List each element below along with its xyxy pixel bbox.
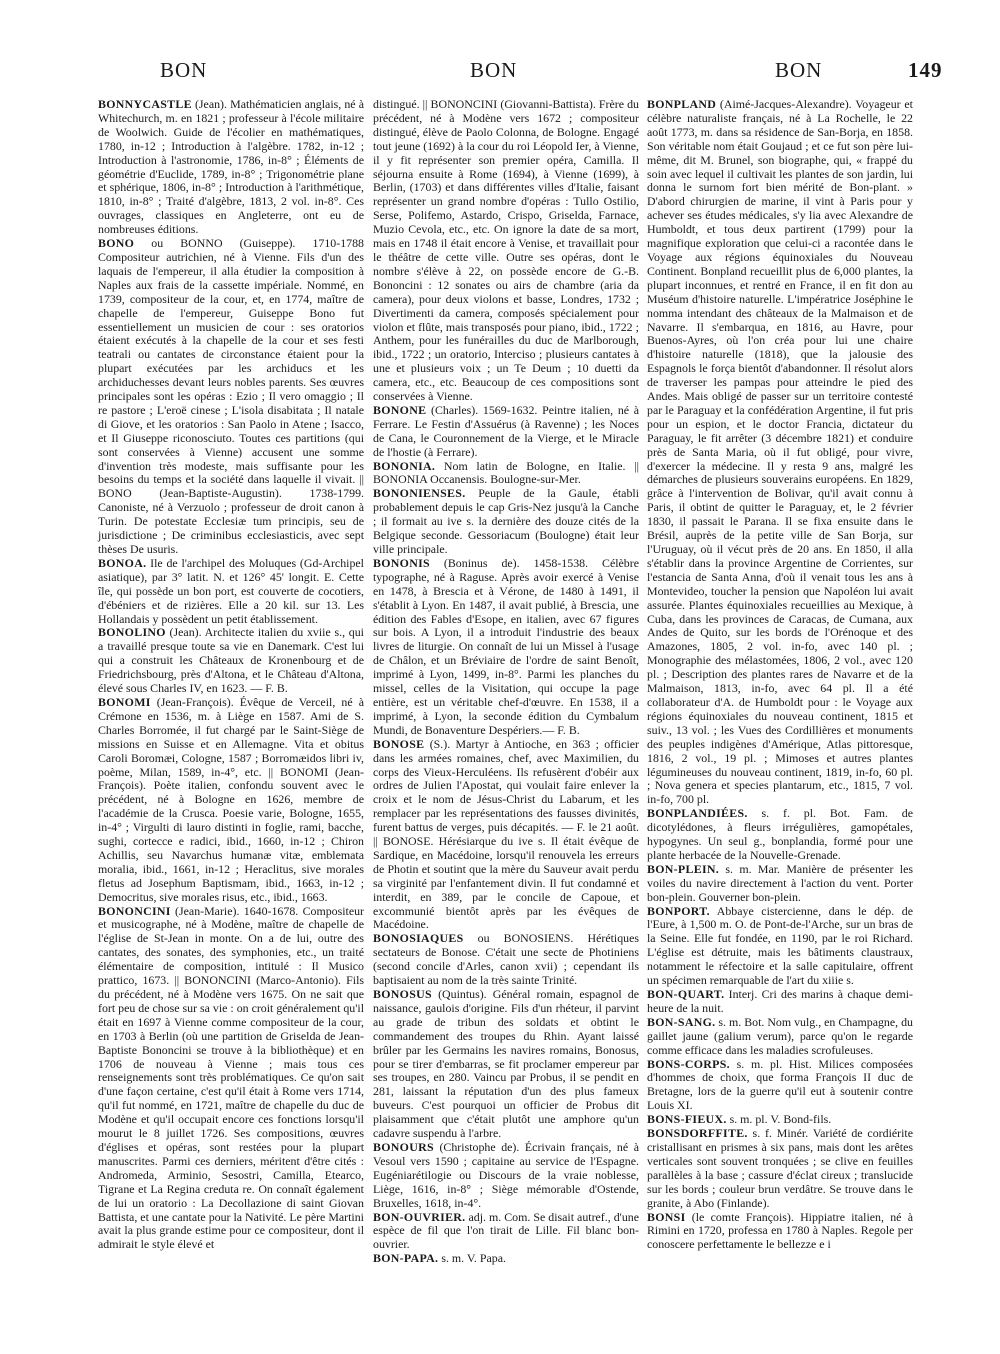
entry-text: (le comte François). Hippiatre italien, né à Rimini en 1720, professa en 1780 à Naples. Regole per conoscere perfettamente le bellezze e i bbox=[647, 1209, 913, 1252]
entry-paragraph bbox=[373, 1252, 639, 1266]
entry-paragraph bbox=[98, 237, 364, 557]
entry-headword: BONOSIAQUES bbox=[373, 931, 464, 946]
entry-headword: BONO bbox=[98, 236, 135, 251]
entry-text: distingué. || BONONCINI (Giovanni-Battista). Frère du précédent, né à Modène vers 1672 ; compositeur distingué, élève de Paolo Colonna, de Bologne. Engagé tout jeune (1692) à la cour du roi Léopold Ier, à Vienne, il y fit représenter son premier opéra, Camilla. Il séjourna ensuite à Rome (1694), à Vienne (1699), à Berlin, (1703) et dans différentes villes d'Italie, faisant représenter un grand nombre d'opéras : Tullo Ostilio, Serse, Polifemo, Astardo, Crispo, Griselda, Farnace, Muzio Cevola, etc., etc. On ignore la date de sa mort, mais en 1748 il était encore à Venise, et travaillait pour le théâtre de cette ville. Outre ses opéras, dont le nombre s'élève à 22, on possède encore de G.-B. Bononcini : 12 sonates ou airs de chambre (aria da camera), pour deux violons et basse, Londres, 1732 ; Divertimenti da camera, composés spécialement pour violon et flûte, mais transposés pour piano, ibid., 1722 ; Anthem, pour les funérailles du duc de Marlborough, ibid., 1722 ; un oratorio, Interciso ; plusieurs cantates à une et plusieurs voix ; un Te Deum ; 10 duetti da camera, etc., etc. Beaucoup de ces compositions sont conservées à Vienne. bbox=[373, 97, 639, 404]
entry-headword: BONOLINO bbox=[98, 625, 166, 640]
entry-paragraph bbox=[647, 1211, 913, 1253]
entry-headword: BONONE bbox=[373, 402, 427, 417]
entry-text: (Jean). Mathématicien anglais, né à Whitechurch, m. en 1821 ; professeur à l'école militaire de Woolwich. Guide de l'écolier en mathématiques, 1780, in-12 ; Introduction à l'algèbre. 1782, in-12 ; Introduction à l'astronomie, 1786, in-8° ; Éléments de géométrie d'Euclide, 1789, in-8° ; Trigonométrie plane et sphérique, 1806, in-8° ; Introduction à l'arithmétique, 1810, in-8° ; Traité d'algèbre, 1813, 2 vol. in-8°. Ces ouvrages, classiques en Angleterre, ont eu de nombreuses éditions. bbox=[98, 97, 364, 237]
entry-text: Nom latin de Bologne, en Italie. || BONONIA Occanensis. Boulogne-sur-Mer. bbox=[373, 458, 639, 487]
entry-paragraph bbox=[373, 557, 639, 738]
entry-paragraph bbox=[373, 98, 639, 404]
entry-headword: BONONIENSES. bbox=[373, 486, 466, 501]
entry-text: (Charles). 1569-1632. Peintre italien, né à Ferrare. Le Festin d'Assuérus (à Ravenne) ; les Noces de Cana, le Couronnement de la Vierge, et le Miracle de l'hostie (à Ferrare). bbox=[373, 402, 639, 459]
entry-paragraph bbox=[647, 988, 913, 1016]
entry-headword: BON-QUART. bbox=[647, 987, 725, 1001]
entry-paragraph bbox=[373, 738, 639, 933]
entry-headword: BONOA. bbox=[98, 555, 147, 570]
entry-paragraph bbox=[98, 696, 364, 905]
entry-headword: BONPLAND bbox=[647, 97, 717, 111]
entry-paragraph bbox=[373, 1211, 639, 1253]
running-head-center: BON bbox=[470, 58, 518, 82]
entry-text: (Aimé-Jacques-Alexandre). Voyageur et célèbre naturaliste français, né à La Rochelle, le 22 août 1773, m. dans sa résidence de San-Borja, en 1858. Son véritable nom était Goujaud ; et ce fut son père lui-même, dit M. Brunel, son biographe, qui, « frappé du soin avec lequel il cultivait les plantes de son jardin, lui donna le surnom fort bien mérité de Bon-plant. » D'abord chirurgien de marine, il vint à Paris pour y achever ses études médicales, s'y lia avec Alexandre de Humboldt, et tous deux partirent (1799) pour la magnifique exploration que celui-ci a racontée dans le Voyage aux régions équinoxiales du Nouveau Continent. Bonpland recueillit plus de 6,000 plantes, la plupart inconnues, et rentré en France, il en fit don au Muséum d'histoire naturelle. L'impératrice Joséphine le nomma intendant des châteaux de la Malmaison et de Navarre. Il s'embarqua, en 1816, au Havre, pour Buenos-Ayres, où l'on créa pour lui une chaire d'histoire naturelle (1818), que la jalousie des Espagnols le força bientôt d'abandonner. Il résolut alors de traverser les pampas pour atteindre le pied des Andes. Mais obligé de passer sur un territoire contesté par le Paraguay et la confédération Argentine, il fut pris pour un espion, et le doctor Francia, dictateur du Paraguay, le fit arrêter (3 décembre 1821) et conduire près de Santa Maria, où il fut obligé, pour vivre, d'exercer la médecine. Il y resta 9 ans, malgré les démarches de plusieurs souverains européens. En 1829, grâce à l'intervention de Bolivar, qu'il avait connu à Paris, il obtint de quitter le Paraguay, et, le 2 février 1830, il passait le Parana. Il se fixa ensuite dans le Brésil, auprès de la petite ville de San Borja, sur l'Uruguay, où il vécut près de 20 ans. En 1850, il alla s'établir dans la province Argentine de Corrientes, sur l'estancia de Santa Anna, d'où il venait tous les ans à Montevideo, toucher la pension que Napoléon lui avait assurée. Plantes équinoxiales recueillies au Mexique, à Cuba, dans les provinces de Caracas, de Cumana, aux Andes de Quito, sur les bords de l'Orénoque et des Amazones, 1805, 2 vol. in-fo, avec 140 pl. ; Monographie des mélastomées, 1806, 2 vol., avec 120 pl. ; Description des plantes rares de Navarre et de la Malmaison, 1813, in-fo, avec 64 pl. Il a été collaborateur d'A. de Humboldt pour : le Voyage aux régions équinoxiales du nouveau continent, 1815 et suiv., 13 vol. ; les Vues des Cordillières et monuments des peuples indigènes d'Amérique, Atlas pittoresque, 1816, 2 vol., 19 pl. ; Mimoses et autres plantes légumineuses du nouveau continent, 1819, in-fo, 60 pl. ; Nova genera et species plantarum, etc., 1815, 7 vol. in-fo, 700 pl. bbox=[647, 97, 913, 807]
entry-text: s. m. Bot. Nom vulg., en Champagne, du gaillet jaune (galium verum), parce qu'on le regarde comme efficace dans les maladies scrofuleuses. bbox=[647, 1014, 913, 1057]
entry-headword: BON-SANG. bbox=[647, 1014, 716, 1029]
entry-paragraph bbox=[373, 932, 639, 988]
entry-text: (S.). Martyr à Antioche, en 363 ; officier dans les armées romaines, chef, avec Maximilien, du corps des Vieux-Herculéens. Ils refusèrent d'obéir aux ordres de Julien l'Apostat, qui voulait faire enlever la croix et le nom de Jésus-Christ du Labarum, et les remplacer par les représentations des fausses divinités, furent battus de verges, puis décapités. — F. le 21 août. || BONOSE. Hérésiarque du ive s. Il était évêque de Sardique, en Macédoine, lorsqu'il renouvela les erreurs de Photin et soutint que la mère du Sauveur avait perdu sa virginité par l'enfantement divin. Il fut condamné et interdit, en 389, par le concile de Capoue, et excommunié bientôt après par les évêques de Macédoine. bbox=[373, 736, 639, 932]
entry-headword: BONONCINI bbox=[98, 903, 171, 918]
entry-headword: BON-PAPA. bbox=[373, 1251, 439, 1266]
entry-text: Peuple de la Gaule, établi probablement depuis le cap Gris-Nez jusqu'à la Canche ; il formait au ive s. la dernière des douze cités de la Belgique seconde. Gessoriacum (Boulogne) était leur ville principale. bbox=[373, 486, 639, 556]
entry-text: s. f. pl. Bot. Fam. de dicotylédones, à fleurs irrégulières, gamopétales, hypogynes. Un seul g., bonplandia, formé pour une plante herbacée de la Nouvelle-Grenade. bbox=[647, 806, 913, 862]
entry-text: s. f. Minér. Variété de cordiérite cristallisant en prismes à six pans, mais dont les arêtes verticales sont souvent tronquées ; se clive en feuilles parallèles à la base ; cassure d'éclat cireux ; translucide sur les bords ; couleur brun verdâtre. Se trouve dans le granite, à Abo (Finlande). bbox=[647, 1126, 913, 1210]
entry-paragraph bbox=[647, 807, 913, 863]
text-column-3 bbox=[647, 98, 913, 1252]
entry-text: s. m. V. Papa. bbox=[438, 1251, 506, 1266]
entry-text: Abbaye cistercienne, dans le dép. de l'Eure, à 1,500 m. O. de Pont-de-l'Arche, sur un bras de la Seine. Elle fut fondée, en 1190, par le roi Richard. L'église est détruite, mais les bâtiments claustraux, notamment le réfectoire et la salle capitulaire, offrent un spécimen remarquable de l'art du xiiie s. bbox=[647, 903, 913, 988]
entry-headword: BONONIS bbox=[373, 555, 430, 570]
entry-text: s. m. Mar. Manière de présenter les voiles du navire directement à l'action du vent. Porter bon-plein. Gouverner bon-plein. bbox=[647, 861, 913, 904]
running-head-left: BON bbox=[160, 58, 208, 82]
entry-headword: BONSI bbox=[647, 1209, 686, 1224]
entry-headword: BONOMI bbox=[98, 694, 151, 709]
entry-headword: BONOURS bbox=[373, 1139, 434, 1154]
entry-paragraph bbox=[373, 1141, 639, 1211]
entry-paragraph bbox=[647, 1058, 913, 1114]
entry-paragraph bbox=[373, 404, 639, 460]
page-number: 149 bbox=[908, 58, 943, 82]
entry-text: (Christophe de). Écrivain français, né à Vesoul vers 1590 ; capitaine au service de l'Espagne. Eugéniarétilogie ou Discours de la vraie noblesse, Liège, 1616, in-8° ; Siège mémorable d'Ostende, Bruxelles, 1618, in-4°. bbox=[373, 1139, 639, 1210]
entry-headword: BONSDORFFITE. bbox=[647, 1126, 748, 1141]
entry-text: (Jean). Architecte italien du xviie s., qui a travaillé presque toute sa vie en Danemark. C'est lui qui a construit les Châteaux de Kronenbourg et de Friedrichsbourg, près d'Altona, et le Château d'Altona, élevé sous Charles IV, en 1623. — F. B. bbox=[98, 625, 364, 696]
entry-headword: BONS-FIEUX. bbox=[647, 1112, 727, 1127]
entry-headword: BONS-CORPS. bbox=[647, 1056, 730, 1071]
entry-headword: BONONIA. bbox=[373, 458, 436, 473]
entry-headword: BON-OUVRIER. bbox=[373, 1209, 466, 1224]
entry-paragraph bbox=[373, 988, 639, 1141]
entry-paragraph bbox=[647, 1113, 913, 1127]
entry-paragraph bbox=[98, 98, 364, 237]
text-column-2 bbox=[373, 98, 639, 1266]
entry-text: (Jean-François). Évêque de Verceil, né à Crémone en 1536, m. à Liège en 1587. Ami de S. Charles Borromée, il fut chargé par le Saint-Siège de missions en Suisse et en Allemagne. Vita et obitus Caroli Boromæi, Cologne, 1587 ; Borromæidos libri iv, poème, Milan, 1589, in-4°, etc. || BONOMI (Jean-François). Poète italien, confondu souvent avec le précédent, né à Bologne en 1626, membre de l'académie de la Crusca. Poesie varie, Bologne, 1655, in-4° ; Virgulti di lauro distinti in foglie, rami, bacche, sughi, cortecce e radici, ibid., 1660, in-12 ; Chiron Achillis, seu Navarchus humanæ vitæ, emblemata moralia, ibid., 1661, in-12 ; Heraclitus, sive morales fletus ad Josephum Baptismam, ibid., 1663, in-12 ; Democritus, sive morales risus, etc., ibid., 1663. bbox=[98, 694, 364, 904]
entry-text: (Quintus). Général romain, espagnol de naissance, gaulois d'origine. Fils d'un rhéteur, il parvint au grade de tribun des soldats et obtint le commandement des troupes du Rhin. Ayant laissé brûler par les Germains les navires romains, Bonosus, pour se tirer d'embarras, se fit proclamer empereur par ses troupes, en 280. Vaincu par Probus, il se pendit en 281, laissant la réputation d'un des plus fameux buveurs. C'est pourquoi un officier de Probus dit plaisamment que c'était plutôt une amphore qu'un cadavre suspendu à l'arbre. bbox=[373, 987, 639, 1141]
entry-paragraph bbox=[98, 626, 364, 696]
entry-paragraph bbox=[647, 905, 913, 988]
entry-paragraph bbox=[98, 905, 364, 1253]
entry-text: Interj. Cri des marins à chaque demi-heure de la nuit. bbox=[647, 987, 913, 1015]
running-head bbox=[0, 58, 1000, 88]
entry-text: (Boninus de). 1458-1538. Célèbre typographe, né à Raguse. Après avoir exercé à Venise en 1478, à Brescia et à Vérone, de 1480 à 1491, il s'établit à Lyon. En 1487, il avait publié, à Brescia, une édition des Fables d'Esope, en italien, avec 67 figures sur bois. A Lyon, il a introduit l'industrie des beaux livres de liturgie. On connaît de lui un Missel à l'usage de Châlon, et un Bréviaire de l'ordre de saint Benoît, imprimé à Lyon, 1499, in-8°. Parmi les planches du missel, celles de la Visitation, qui occupe la page entière, est un véritable chef-d'œuvre. En 1538, il a imprimé, à Lyon, la seconde édition du Cymbalum Mundi, de Bonaventure Despériers.— F. B. bbox=[373, 555, 639, 737]
entry-paragraph bbox=[647, 863, 913, 905]
entry-paragraph bbox=[373, 460, 639, 488]
entry-headword: BONPORT. bbox=[647, 903, 710, 918]
entry-paragraph bbox=[647, 98, 913, 807]
entry-paragraph bbox=[647, 1016, 913, 1058]
entry-text: ou BONOSIENS. Hérétiques sectateurs de Bonose. C'était une secte de Photiniens (second concile d'Arles, canon xvii) ; cependant ils baptisaient au nom de la très sainte Trinité. bbox=[373, 931, 639, 988]
entry-headword: BONOSE bbox=[373, 736, 425, 751]
entry-text: s. m. pl. Hist. Milices composées d'hommes de choix, que forma François II duc de Bretagne, lors de la guerre qu'il eut à soutenir contre Louis XI. bbox=[647, 1056, 913, 1113]
entry-text: adj. m. Com. Se disait autref., d'une espèce de fil que l'on tirait de Lille. Fil blanc bon-ouvrier. bbox=[373, 1209, 639, 1252]
entry-headword: BONNYCASTLE bbox=[98, 97, 192, 111]
entry-headword: BONOSUS bbox=[373, 987, 432, 1001]
entry-text: s. m. pl. V. Bond-fils. bbox=[726, 1112, 832, 1127]
entry-headword: BON-PLEIN. bbox=[647, 861, 720, 876]
entry-text: (Jean-Marie). 1640-1678. Compositeur et musicographe, né à Modène, maître de chapelle de l'église de St-Jean in monte. On a de lui, outre des cantates, des sonates, des symphonies, etc., un traité élémentaire de composition, intitulé : Il Musico prattico, 1673. || BONONCINI (Marco-Antonio). Fils du précédent, né à Modène vers 1675. On ne sait que fort peu de chose sur sa vie : on croit généralement qu'il était en 1697 à Vienne comme compositeur de la cour, en 1703 à Berlin (où une partition de Griselda de Jean-Baptiste Bononcini se trouve à la bibliothèque) et en 1706 de nouveau à Vienne ; mais tous ces renseignements sont très problématiques. Ce qu'on sait d'une façon certaine, c'est qu'il était à Rome vers 1714, qu'il fut nommé, en 1721, maître de chapelle du duc de Modène et qu'il occupait encore ces fonctions lorsqu'il mourut le 8 juillet 1726. Ses compositions, œuvres d'églises et opéras, sont restées pour la plupart manuscrites. Parmi ces derniers, méritent d'être cités : Andromeda, Arminio, Sesostri, Camilla, Etearco, Tigrane et La Regina creduta re. On connaît également de lui un oratorio : La Decollazione di saint Giovan Battista, et une cantate pour la Nativité. Le père Martini avait la plus grande estime pour ce compositeur, dont il admirait le style élevé et bbox=[98, 903, 364, 1252]
entry-paragraph bbox=[98, 557, 364, 627]
entry-paragraph bbox=[373, 487, 639, 557]
entry-text: ou BONNO (Guiseppe). 1710-1788 Compositeur autrichien, né à Vienne. Fils d'un des laquais de l'empereur, il alla étudier la composition à Naples aux frais de la cassette impériale. Nommé, en 1739, compositeur de la cour, et, en 1774, maître de chapelle de l'empereur, Guiseppe Bono fut essentiellement un musicien de cour : ses oratorios étaient exécutés à la chapelle de la cour et ses festi teatrali ou cantates de circonstance étaient pour la plupart exécutées par les archiducs et les archiduchesses devant leurs nobles parents. Ses œuvres principales sont les opéras : Ezio ; Il vero omaggio ; Il re pastore ; L'eroë cinese ; L'isola disabitata ; Il natale di Giove, et les oratorios : San Paolo in Atene ; Isacco, et Il Giuseppe riconosciuto. Toutes ces partitions (qui sont conservées à Vienne) accusent une somme d'invention très modeste, mais suffisante pour les besoins du temps et la société dans laquelle il vivait. || BONO (Jean-Baptiste-Augustin). 1738-1799. Canoniste, né à Verzuolo ; professeur de droit canon à Turin. De potestate Ecclesiæ tum principis, seu de jurisdictione ; De criminibus ecclesiasticis, avec sept thèses De usuris. bbox=[98, 236, 364, 556]
running-head-right: BON bbox=[775, 58, 823, 82]
entry-paragraph bbox=[647, 1127, 913, 1210]
entry-text: Ile de l'archipel des Moluques (Gd-Archipel asiatique), par 3° latit. N. et 126° 45' longit. E. Cette île, qui possède un bon port, est couverte de cocotiers, d'ébéniers et de rizières. Elle a 20 kil. sur 13. Les Hollandais y possèdent un petit établissement. bbox=[98, 555, 364, 626]
entry-headword: BONPLANDIÉES. bbox=[647, 806, 748, 821]
text-column-1 bbox=[98, 98, 364, 1252]
